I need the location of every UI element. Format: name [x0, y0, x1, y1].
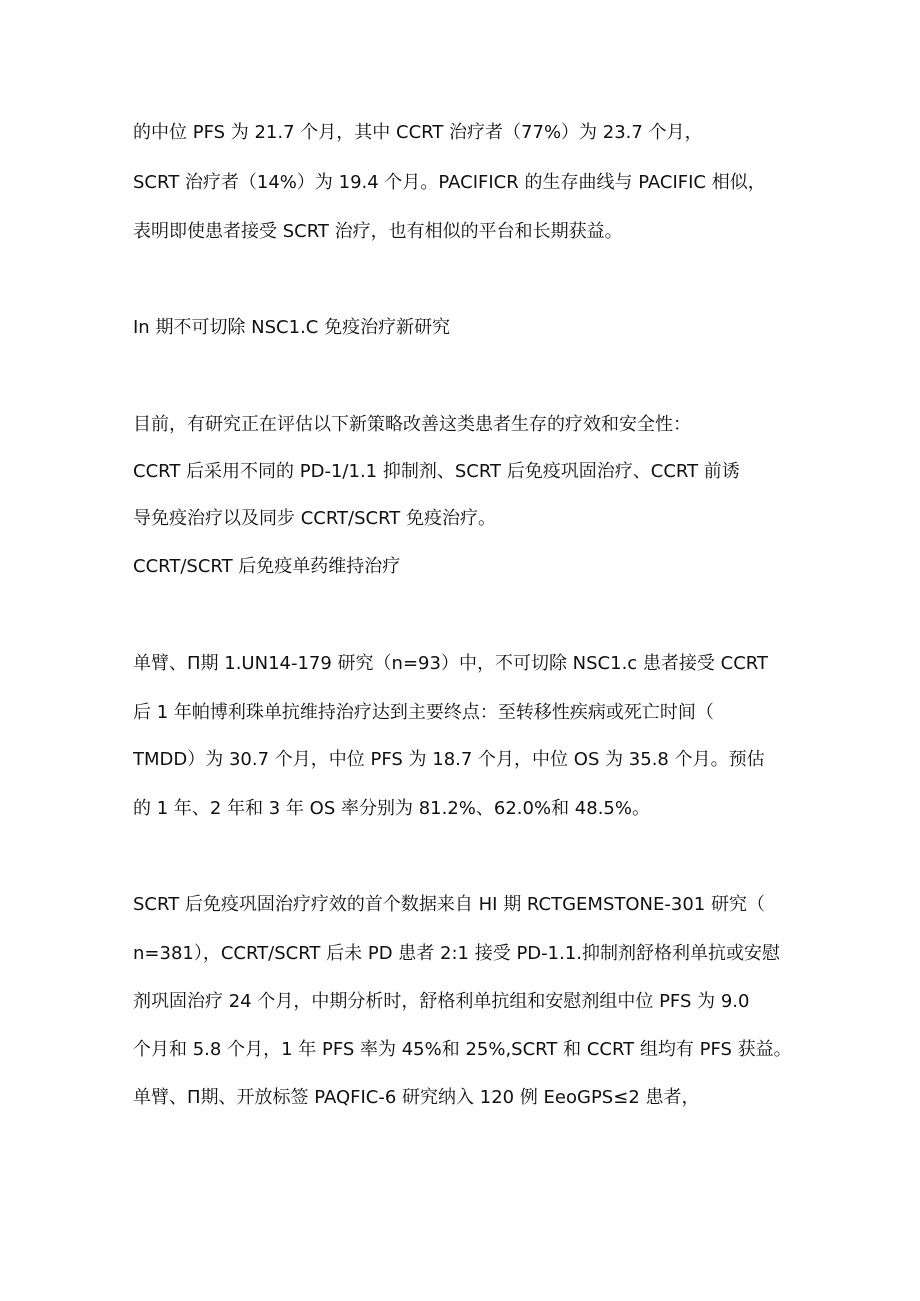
lun-line-1: 单臂、Π期 1.UN14-179 研究（n=93）中，不可切除 NSC1.c 患者接受 CCRT — [133, 653, 768, 674]
subheading: CCRT/SCRT 后免疫单药维持治疗 — [133, 556, 401, 577]
lun-line-3: TMDD）为 30.7 个月，中位 PFS 为 18.7 个月，中位 OS 为 35.8 个月。预估 — [133, 749, 765, 770]
intro-line-2: SCRT 治疗者（14%）为 19.4 个月。PACIFICR 的生存曲线与 PACIFIC 相似， — [133, 172, 766, 193]
lun-line-4: 的 1 年、2 年和 3 年 OS 率分别为 81.2%、62.0%和 48.5%。 — [133, 798, 650, 819]
gemstone-line-1: SCRT 后免疫巩固治疗疗效的首个数据来自 HI 期 RCTGEMSTONE-301 研究（ — [133, 894, 765, 915]
intro-line-3: 表明即使患者接受 SCRT 治疗，也有相似的平台和长期获益。 — [133, 221, 623, 242]
intro-line-1: 的中位 PFS 为 21.7 个月，其中 CCRT 治疗者（77%）为 23.7 个月， — [133, 122, 703, 143]
overview-line-3: 导免疫治疗以及同步 CCRT/SCRT 免疫治疗。 — [133, 508, 497, 529]
section-heading: In 期不可切除 NSC1.C 免疫治疗新研究 — [133, 317, 451, 338]
overview-line-2: CCRT 后采用不同的 PD-1/1.1 抑制剂、SCRT 后免疫巩固治疗、CCRT 前诱 — [133, 461, 740, 482]
gemstone-line-5: 单臂、Π期、开放标签 PAQFIC-6 研究纳入 120 例 EeoGPS≤2 患者， — [133, 1087, 700, 1108]
overview-line-1: 目前，有研究正在评估以下新策略改善这类患者生存的疗效和安全性： — [133, 414, 691, 435]
gemstone-line-3: 剂巩固治疗 24 个月，中期分析时，舒格利单抗组和安慰剂组中位 PFS 为 9.0 — [133, 991, 750, 1012]
gemstone-line-4: 个月和 5.8 个月，1 年 PFS 率为 45%和 25%,SCRT 和 CCRT 组均有 PFS 获益。 — [133, 1039, 792, 1060]
lun-line-2: 后 1 年帕博利珠单抗维持治疗达到主要终点：至转移性疾病或死亡时间（ — [133, 702, 714, 723]
gemstone-line-2: n=381），CCRT/SCRT 后未 PD 患者 2:1 接受 PD-1.1.抑制剂舒格利单抗或安慰 — [133, 943, 780, 964]
